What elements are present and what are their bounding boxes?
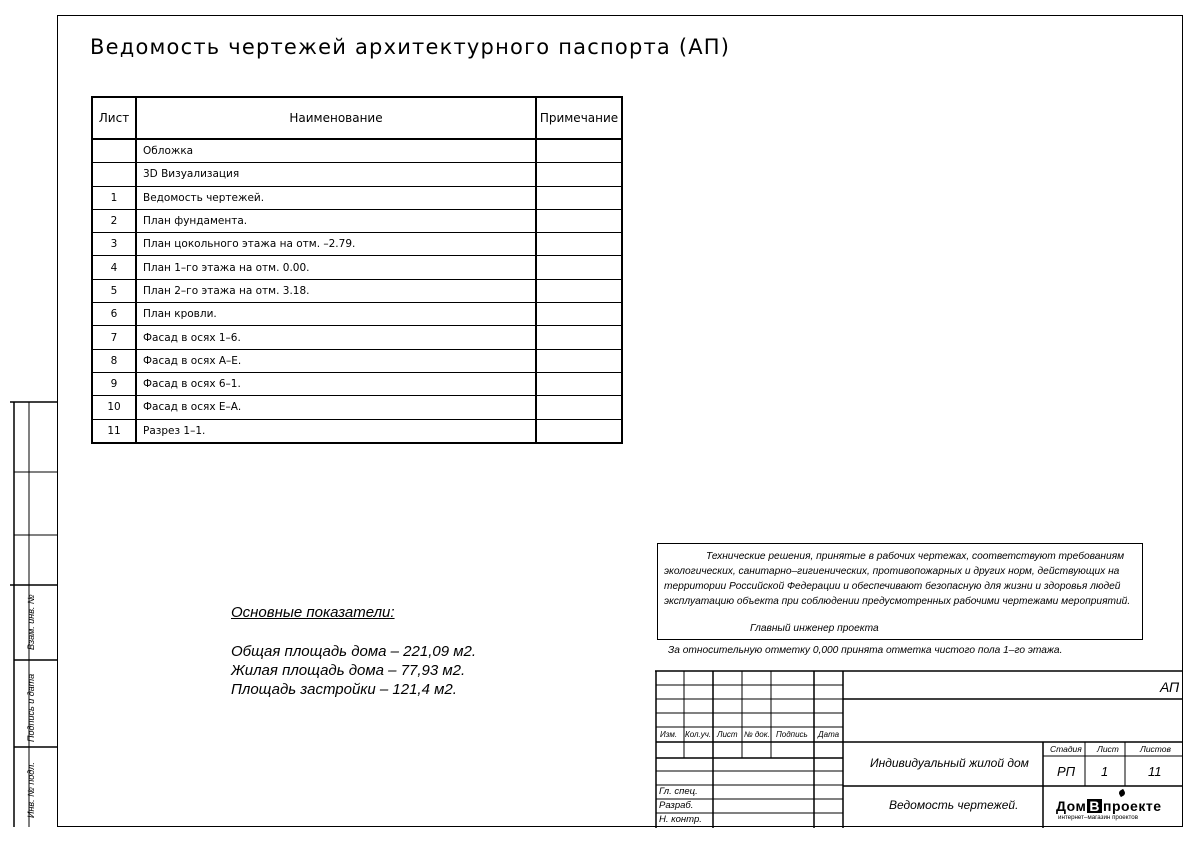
table-row	[92, 303, 622, 326]
row-name: Фасад в осях 1–6.	[136, 326, 536, 349]
header-sheet: Лист	[92, 97, 136, 139]
row-note	[536, 163, 622, 186]
row-name: План фундамента.	[136, 209, 536, 232]
row-sheet: 6	[92, 303, 136, 326]
row-note	[536, 396, 622, 419]
col-doc-number: № док.	[744, 730, 770, 739]
note-line: территории Российской Федерации и обеспечивают безопасную для жизни и здоровья людей	[664, 581, 1121, 592]
logo-subtitle: интернет–магазин проектов	[1058, 814, 1139, 821]
row-name: 3D Визуализация	[136, 163, 536, 186]
row-note	[536, 326, 622, 349]
row-sheet: 3	[92, 233, 136, 256]
technical-note	[657, 543, 1143, 640]
indicator-building-area: Площадь застройки – 121,4 м2.	[231, 681, 457, 698]
row-sheet: 11	[92, 419, 136, 443]
row-sheet: 5	[92, 279, 136, 302]
page-title: Ведомость чертежей архитектурного паспорта (АП)	[90, 35, 731, 59]
label-sheet: Лист	[1097, 744, 1119, 754]
table-row	[92, 139, 622, 163]
logo-text-right: проекте	[1103, 798, 1162, 814]
table-row	[92, 233, 622, 256]
table-row	[92, 163, 622, 186]
table-row	[92, 256, 622, 279]
company-logo	[1053, 794, 1175, 824]
table-row	[92, 326, 622, 349]
logo-text-mid: В	[1089, 798, 1100, 814]
row-sheet: 1	[92, 186, 136, 209]
row-note	[536, 256, 622, 279]
row-name: Фасад в осях А–Е.	[136, 349, 536, 372]
header-name: Наименование	[136, 97, 536, 139]
table-row	[92, 186, 622, 209]
table-row	[92, 419, 622, 443]
table-row	[92, 372, 622, 395]
stamp-signature-date: Подпись и дата	[26, 673, 36, 742]
role-norm-control: Н. контр.	[659, 814, 702, 825]
indicators-title: Основные показатели:	[231, 604, 395, 621]
table-row	[92, 209, 622, 232]
row-sheet	[92, 163, 136, 186]
row-name: Фасад в осях Е–А.	[136, 396, 536, 419]
row-sheet: 8	[92, 349, 136, 372]
row-sheet	[92, 139, 136, 163]
header-note: Примечание	[536, 97, 622, 139]
table-row	[92, 396, 622, 419]
row-name: Ведомость чертежей.	[136, 186, 536, 209]
col-date: Дата	[818, 730, 840, 739]
col-quantity: Кол.уч.	[685, 730, 712, 739]
row-name: План цокольного этажа на отм. –2.79.	[136, 233, 536, 256]
indicator-living-area: Жилая площадь дома – 77,93 м2.	[231, 662, 466, 679]
note-signature: Главный инженер проекта	[750, 623, 879, 634]
table-row	[92, 279, 622, 302]
row-sheet: 2	[92, 209, 136, 232]
row-name: План кровли.	[136, 303, 536, 326]
row-note	[536, 139, 622, 163]
col-sheet: Лист	[717, 730, 738, 739]
row-note	[536, 279, 622, 302]
row-name: Разрез 1–1.	[136, 419, 536, 443]
row-note	[536, 419, 622, 443]
row-name: План 2–го этажа на отм. 3.18.	[136, 279, 536, 302]
stamp-replaced-inv: Взам. инв. №	[26, 594, 36, 650]
role-developer: Разраб.	[659, 800, 694, 811]
drawings-table	[91, 96, 623, 444]
row-note	[536, 303, 622, 326]
table-header-row	[92, 97, 622, 139]
note-line: экологических, санитарно–гигиенических, противопожарных и других норм, действующих на	[664, 566, 1120, 577]
role-chief-specialist: Гл. спец.	[659, 786, 698, 797]
row-note	[536, 349, 622, 372]
document-code: АП	[1160, 679, 1180, 695]
col-signature: Подпись	[776, 730, 808, 739]
row-name: Обложка	[136, 139, 536, 163]
row-sheet: 4	[92, 256, 136, 279]
sheets-value: 11	[1148, 764, 1162, 779]
row-name: План 1–го этажа на отм. 0.00.	[136, 256, 536, 279]
sheet-title: Ведомость чертежей.	[889, 798, 1019, 812]
row-note	[536, 372, 622, 395]
row-name: Фасад в осях 6–1.	[136, 372, 536, 395]
logo-mark-box	[1087, 799, 1102, 813]
col-change: Изм.	[660, 730, 678, 739]
logo-text-left: Дом	[1056, 798, 1087, 814]
note-line: Технические решения, принятые в рабочих чертежах, соответствуют требованиям	[706, 551, 1125, 562]
row-note	[536, 186, 622, 209]
table-row	[92, 349, 622, 372]
label-sheets: Листов	[1140, 744, 1171, 754]
note-line: эксплуатацию объекта при соблюдении предусмотренных рабочими чертежами мероприятий.	[664, 596, 1131, 607]
row-sheet: 7	[92, 326, 136, 349]
indicator-total-area: Общая площадь дома – 221,09 м2.	[231, 643, 477, 660]
sheet-value: 1	[1101, 764, 1109, 779]
label-stage: Стадия	[1050, 744, 1082, 754]
zero-mark-note: За относительную отметку 0,000 принята отметка чистого пола 1–го этажа.	[668, 645, 1063, 656]
stamp-inv-original: Инв. № подл.	[26, 762, 36, 818]
stage-value: РП	[1057, 764, 1076, 779]
row-note	[536, 209, 622, 232]
project-name: Индивидуальный жилой дом	[870, 756, 1029, 770]
row-sheet: 9	[92, 372, 136, 395]
row-note	[536, 233, 622, 256]
row-sheet: 10	[92, 396, 136, 419]
